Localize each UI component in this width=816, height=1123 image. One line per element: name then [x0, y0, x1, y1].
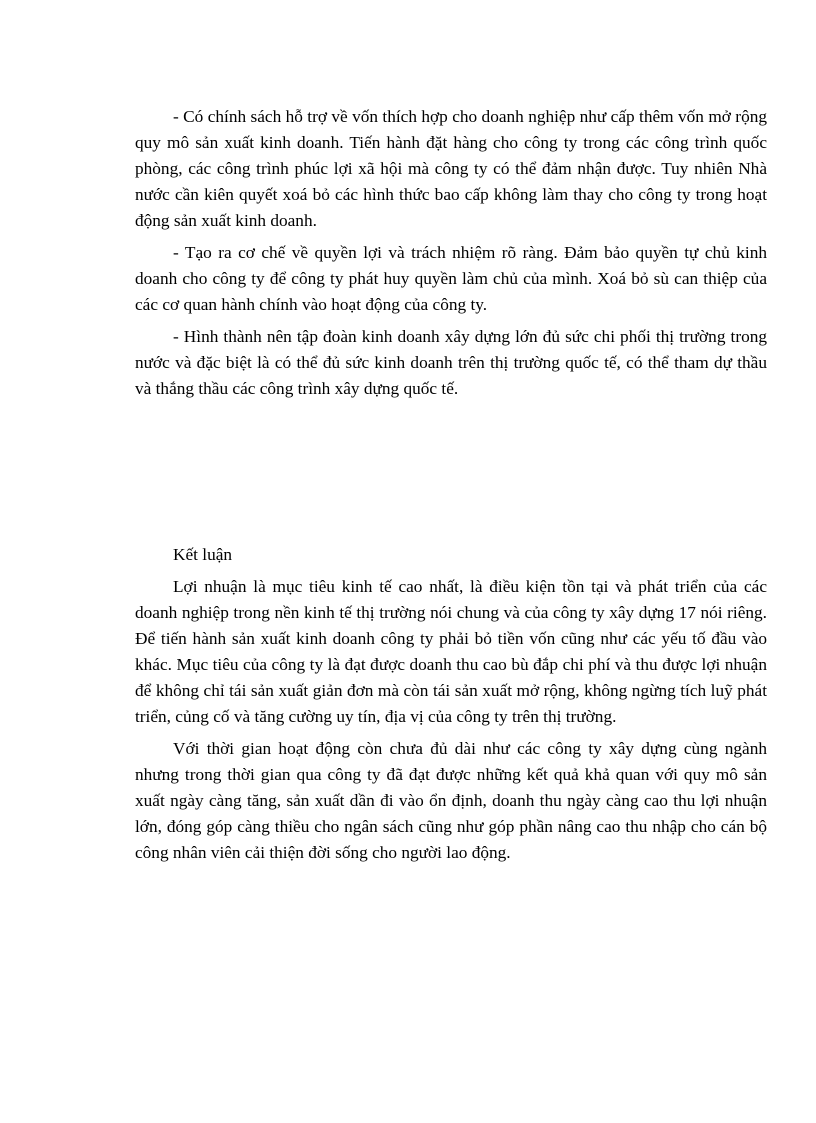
conclusion-paragraph-profit: Lợi nhuận là mục tiêu kinh tế cao nhất, là điều kiện tồn tại và phát triển của các doanh nghiệp trong nền kinh tế thị trường nói chung và của công ty xây dựng 17 nói riêng. Để tiến hành sản xuất kinh doanh công ty phải bỏ tiền vốn cũng như các yếu tố đầu vào khác. Mục tiêu của công ty là đạt được doanh thu cao bù đắp chi phí và thu được lợi nhuận để không chỉ tái sản xuất giản đơn mà còn tái sản xuất mở rộng, không ngừng tích luỹ phát triển, củng cố và tăng cường uy tín, địa vị của công ty trên thị trường.	[135, 577, 767, 726]
recommendations-section	[135, 104, 767, 402]
recommendation-paragraph-capital-support: - Có chính sách hỗ trợ về vốn thích hợp cho doanh nghiệp như cấp thêm vốn mở rộng quy mô sản xuất kinh doanh. Tiến hành đặt hàng cho công ty trong các công trình quốc phòng, các công trình phúc lợi xã hội mà công ty có thể đảm nhận được. Tuy nhiên Nhà nước cần kiên quyết xoá bỏ các hình thức bao cấp không làm thay cho công ty trong hoạt động sản xuất kinh doanh.	[135, 107, 767, 230]
conclusion-paragraph-results: Với thời gian hoạt động còn chưa đủ dài như các công ty xây dựng cùng ngành nhưng trong thời gian qua công ty đã đạt được những kết quả khả quan với quy mô sản xuất ngày càng tăng, sản xuất dần đi vào ổn định, doanh thu ngày càng cao thu lợi nhuận lớn, đóng góp càng thiều cho ngân sách cũng như góp phần nâng cao thu nhập cho cán bộ công nhân viên cải thiện đời sống cho người lao động.	[135, 739, 767, 862]
recommendation-paragraph-rights-responsibilities: - Tạo ra cơ chế về quyền lợi và trách nhiệm rõ ràng. Đảm bảo quyền tự chủ kinh doanh cho công ty để công ty phát huy quyền làm chủ của mình. Xoá bỏ sù can thiệp của các cơ quan hành chính vào hoạt động của công ty.	[135, 243, 767, 314]
recommendation-paragraph-construction-group: - Hình thành nên tập đoàn kinh doanh xây dựng lớn đủ sức chi phối thị trường trong nước và đặc biệt là có thể đủ sức kinh doanh trên thị trường quốc tế, có thể tham dự thầu và thắng thầu các công trình xây dựng quốc tế.	[135, 327, 767, 398]
conclusion-section	[135, 542, 767, 866]
conclusion-heading: Kết luận	[173, 545, 233, 564]
